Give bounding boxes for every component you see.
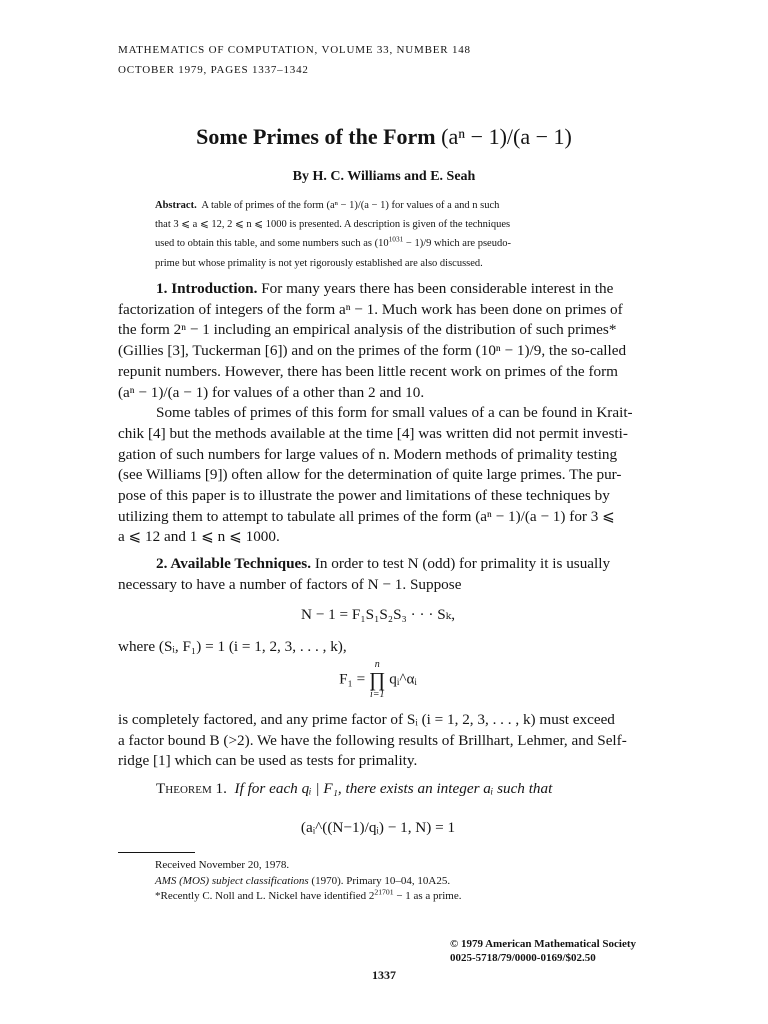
body-line: ridge [1] which can be used as tests for primality. (118, 752, 418, 770)
theorem-label: Theorem 1. (156, 780, 227, 797)
product-upper-limit: n (374, 659, 380, 670)
paragraph-brillhart (118, 710, 638, 772)
equation-1: N − 1 = F₁S₁S₂S₃ · · · Sₖ, (301, 606, 455, 623)
body-line: necessary to have a number of factors of N − 1. Suppose (118, 575, 462, 593)
body-line: utilizing them to attempt to tabulate all primes of the form (aⁿ − 1)/(a − 1) for 3 ⩽ (118, 507, 615, 525)
page-number: 1337 (372, 968, 396, 982)
copyright-line: © 1979 American Mathematical Society (450, 938, 637, 950)
equation-2-term: qᵢ^αᵢ (389, 670, 417, 688)
footnote-recent-end: − 1 as a prime. (393, 890, 462, 902)
body-line: Some tables of primes of this form for small values of a can be found in Krait- (156, 404, 633, 422)
body-line: (see Williams [9]) often allow for the determination of quite large primes. The pur- (118, 466, 622, 484)
section-heading: 2. Available Techniques. (156, 555, 312, 572)
abstract-line: that 3 ⩽ a ⩽ 12, 2 ⩽ n ⩽ 1000 is presented. A description is given of the techniques (155, 219, 511, 231)
equation-2 (118, 660, 638, 700)
footnote-received: Received November 20, 1978. (155, 859, 290, 871)
body-line: is completely factored, and any prime factor of Sᵢ (i = 1, 2, 3, . . . , k) must exceed (118, 711, 615, 728)
section-available-techniques (118, 554, 638, 595)
footnotes (155, 858, 461, 905)
theorem-text: If for each qᵢ | F₁, there exists an integer aᵢ such that (234, 780, 553, 797)
footnote-divider (118, 852, 195, 853)
equation-2-lhs: F₁ = (339, 670, 366, 688)
body-line: pose of this paper is to illustrate the power and limitations of these techniques by (118, 487, 610, 505)
paper-title (0, 124, 768, 150)
product-operator (369, 660, 385, 700)
author-line: By H. C. Williams and E. Seah (292, 169, 476, 184)
body-line: a ⩽ 12 and 1 ⩽ n ⩽ 1000. (118, 528, 280, 546)
abstract-line: A table of primes of the form (aⁿ − 1)/(a − 1) for values of a and n such (201, 200, 500, 211)
body-line: For many years there has been considerable interest in the (261, 280, 614, 297)
section-introduction (118, 279, 638, 548)
footnote-recent: *Recently C. Noll and L. Nickel have identified 2 (155, 890, 375, 902)
issn-line: 0025-5718/79/0000-0169/$02.50 (450, 951, 596, 964)
body-line: chik [4] but the methods available at the time [4] was written did not permit investi- (118, 424, 628, 442)
body-line: gation of such numbers for large values of n. Modern methods of primality testing (118, 445, 618, 463)
theorem-1 (118, 779, 638, 800)
title-formula: (aⁿ − 1)/(a − 1) (441, 124, 572, 149)
abstract (155, 196, 635, 273)
journal-header-line2: OCTOBER 1979, PAGES 1337–1342 (118, 64, 309, 76)
body-line: a factor bound B (>2). We have the following results of Brillhart, Lehmer, and Self- (118, 731, 627, 749)
body-line: repunit numbers. However, there has been little recent work on primes of the form (118, 362, 618, 380)
body-line: the form 2ⁿ − 1 including an empirical analysis of the distribution of such primes* (118, 321, 617, 339)
body-line: where (Sᵢ, F₁) = 1 (i = 1, 2, 3, . . . , k), (118, 638, 347, 655)
footnote-ams: (1970). Primary 10–04, 10A25. (311, 874, 451, 887)
abstract-label: Abstract. (155, 200, 197, 211)
equation-3: (aᵢ^((N−1)/qᵢ) − 1, N) = 1 (300, 819, 456, 836)
footnote-ams-label: AMS (MOS) subject classifications (155, 874, 309, 887)
footnote-exponent: 21701 (374, 887, 394, 897)
abstract-line: used to obtain this table, and some numbers such as (10 (155, 238, 389, 250)
body-line: (Gillies [3], Tuckerman [6]) and on the primes of the form (10ⁿ − 1)/9, the so-called (118, 342, 627, 360)
journal-header-line1: MATHEMATICS OF COMPUTATION, VOLUME 33, NUMBER 148 (118, 44, 471, 56)
abstract-line: prime but whose primality is not yet rigorously established are also discussed. (155, 257, 483, 269)
section-heading: 1. Introduction. (156, 280, 258, 297)
body-line: In order to test N (odd) for primality it is usually (314, 555, 611, 572)
product-lower-limit: i=1 (369, 689, 385, 700)
body-line: factorization of integers of the form aⁿ − 1. Much work has been done on primes of (118, 300, 623, 318)
product-symbol: ∏ (368, 669, 386, 691)
copyright-block (450, 938, 636, 965)
abstract-line: − 1)/9 which are pseudo- (403, 238, 511, 250)
title-text: Some Primes of the Form (196, 124, 436, 149)
body-line: (aⁿ − 1)/(a − 1) for values of a other than 2 and 10. (118, 383, 425, 401)
abstract-exponent: 1031 (388, 234, 404, 244)
